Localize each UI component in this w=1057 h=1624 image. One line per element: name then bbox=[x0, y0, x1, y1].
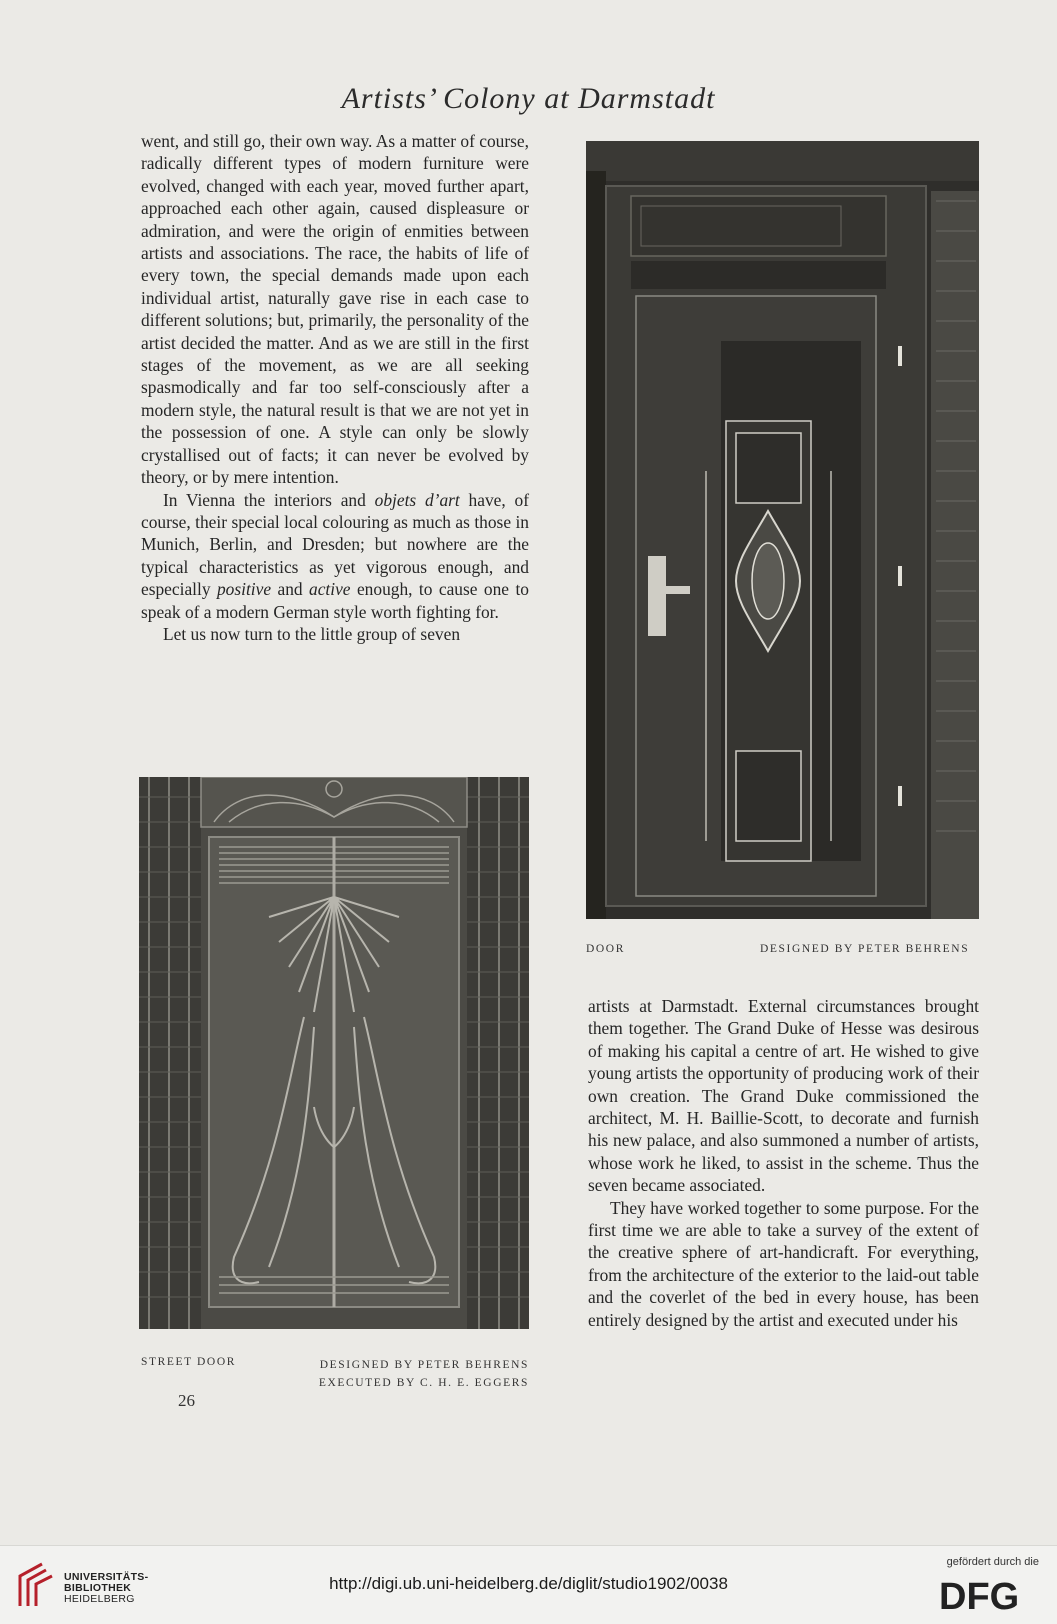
sponsor-label: gefördert durch die bbox=[946, 1556, 1039, 1568]
page-number: 26 bbox=[178, 1391, 195, 1410]
right-paragraph-1: artists at Darmstadt. External circumstances brought them together. The Grand Duke of Hesse was desirous of making his capital a centre of art. He wished to give young artists the opportunity of producing work of their own creation. The Grand Duke commissioned the architect, M. H. Baillie-Scott, to decorate and furnish his new palace, and also summoned a number of artists, whose work he liked, to assist in the scheme. Thus the seven became associated. bbox=[588, 996, 979, 1196]
dfg-logo-icon[interactable] bbox=[939, 1573, 1039, 1613]
left-paragraph-3: Let us now turn to the little group of seven bbox=[163, 623, 461, 644]
door-caption-title: DOOR bbox=[586, 943, 625, 955]
document-url-link[interactable]: http://digi.ub.uni-heidelberg.de/diglit/studio1902/0038 bbox=[329, 1574, 728, 1593]
door-illustration bbox=[586, 141, 979, 919]
left-paragraph-2: In Vienna the interiors and objets d’art have, of course, their special local colouring as much as those in Munich, Berlin, and Dresden; but nowhere are the typical characteristics as yet vigorous enough, and especially positive and active enough, to cause one to speak of a modern German style worth fighting for. bbox=[141, 489, 529, 622]
street-door-caption-title: STREET DOOR bbox=[141, 1356, 237, 1368]
left-paragraph-1: went, and still go, their own way. As a matter of course, radically different types of modern furniture were evolved, changed with each year, moved further apart, approached each other again, caused displeasure or admiration, and were the origin of enmities between artists and associations. The race, the habits of life of every town, the special demands made upon each individual artist, naturally gave rise in each case to different solutions; but, primarily, the personality of the artist decided the matter. And as we are still in the first stages of the movement, as we are all seeking spasmodically and far too self-consciously after a modern style, the natural result is that we are not yet in the possession of one. A style can only be slowly crystallised out of facts; it can never be evolved by theory, or by mere intention. bbox=[141, 131, 529, 488]
right-text-column bbox=[588, 995, 979, 1331]
italic-active: active bbox=[309, 579, 351, 600]
door-photograph bbox=[586, 141, 979, 919]
right-paragraph-2: They have worked together to some purpose. For the first time we are able to take a survey of the extent of the creative sphere of art-handicraft. For everything, from the architecture of the exterior to the laid-out table and the coverlet of the bed in every house, has been entirely designed by the artist and executed under his bbox=[588, 1197, 979, 1330]
street-door-executor: EXECUTED BY C. H. E. EGGERS bbox=[318, 1377, 529, 1389]
italic-positive: positive bbox=[216, 579, 272, 600]
italic-objets-dart: objets d’art bbox=[374, 489, 460, 510]
viewer-footer bbox=[0, 1545, 1057, 1624]
svg-text:DFG: DFG bbox=[939, 1576, 1020, 1613]
street-door-designer: DESIGNED BY PETER BEHRENS bbox=[319, 1359, 529, 1371]
street-door-caption-credits bbox=[312, 1356, 529, 1392]
running-header: Artists’ Colony at Darmstadt bbox=[341, 82, 716, 115]
library-name[interactable]: UNIVERSITÄTS- BIBLIOTHEK HEIDELBERG bbox=[64, 1571, 149, 1605]
street-door-illustration bbox=[139, 777, 529, 1329]
street-door-photograph bbox=[139, 777, 529, 1329]
door-caption-designer: DESIGNED BY PETER BEHRENS bbox=[760, 943, 970, 955]
left-text-column bbox=[141, 130, 529, 645]
